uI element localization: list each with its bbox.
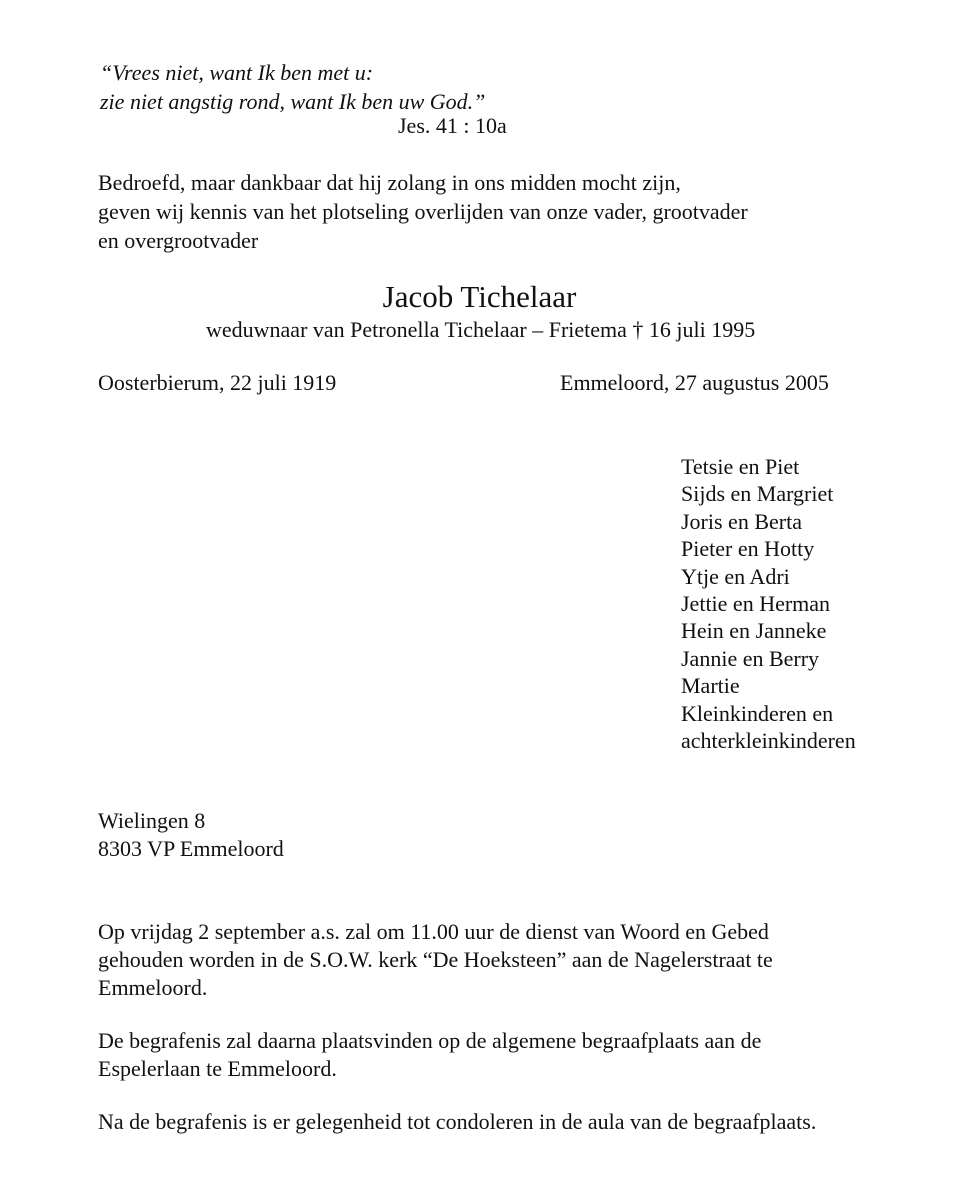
relative-item: Joris en Berta (681, 508, 802, 534)
bible-reference: Jes. 41 : 10a (398, 113, 507, 138)
quote-line-2: zie niet angstig rond, want Ik ben uw God.” (100, 89, 486, 114)
bible-quote (100, 58, 485, 116)
burial-paragraph (98, 1027, 761, 1083)
relative-item: achterkleinkinderen (681, 728, 856, 754)
intro-line-1: Bedroefd, maar dankbaar dat hij zolang in ons midden mocht zijn, (98, 170, 681, 195)
relative-item: Hein en Janneke (681, 618, 827, 644)
service-line-3: Emmeloord. (98, 975, 208, 1000)
relative-item: Tetsie en Piet (681, 454, 800, 479)
burial-line-2: Espelerlaan te Emmeloord. (98, 1056, 337, 1081)
relative-item: Kleinkinderen en (681, 700, 834, 726)
relative-item: Jettie en Herman (681, 591, 831, 617)
address-city: 8303 VP Emmeloord (98, 836, 284, 861)
death-place-date: Emmeloord, 27 augustus 2005 (560, 370, 829, 395)
burial-line-1: De begrafenis zal daarna plaatsvinden op de algemene begraafplaats aan de (98, 1028, 762, 1053)
deceased-name: Jacob Tichelaar (382, 279, 577, 314)
intro-line-3: en overgrootvader (98, 228, 259, 253)
address-street: Wielingen 8 (98, 808, 206, 833)
service-line-1: Op vrijdag 2 september a.s. zal om 11.00 uur de dienst van Woord en Gebed (98, 919, 769, 944)
condolence-paragraph (98, 1108, 816, 1136)
relatives-list (681, 453, 856, 754)
condolence-line-1: Na de begrafenis is er gelegenheid tot condoleren in de aula van de begraafplaats. (98, 1109, 817, 1134)
quote-line-1: “Vrees niet, want Ik ben met u: (100, 60, 374, 85)
service-line-2: gehouden worden in de S.O.W. kerk “De Hoeksteen” aan de Nagelerstraat te (98, 947, 773, 972)
relative-item: Jannie en Berry (681, 645, 820, 671)
relative-item: Ytje en Adri (681, 563, 790, 589)
relative-item: Martie (681, 673, 740, 699)
widower-line: weduwnaar van Petronella Tichelaar – Frietema † 16 juli 1995 (206, 317, 756, 342)
intro-line-2: geven wij kennis van het plotseling overlijden van onze vader, grootvader (98, 199, 748, 224)
intro-text (98, 168, 748, 255)
relative-item: Sijds en Margriet (681, 481, 834, 507)
relative-item: Pieter en Hotty (681, 536, 815, 562)
family-address (98, 807, 284, 863)
birth-place-date: Oosterbierum, 22 juli 1919 (98, 370, 337, 395)
service-paragraph (98, 918, 773, 1002)
